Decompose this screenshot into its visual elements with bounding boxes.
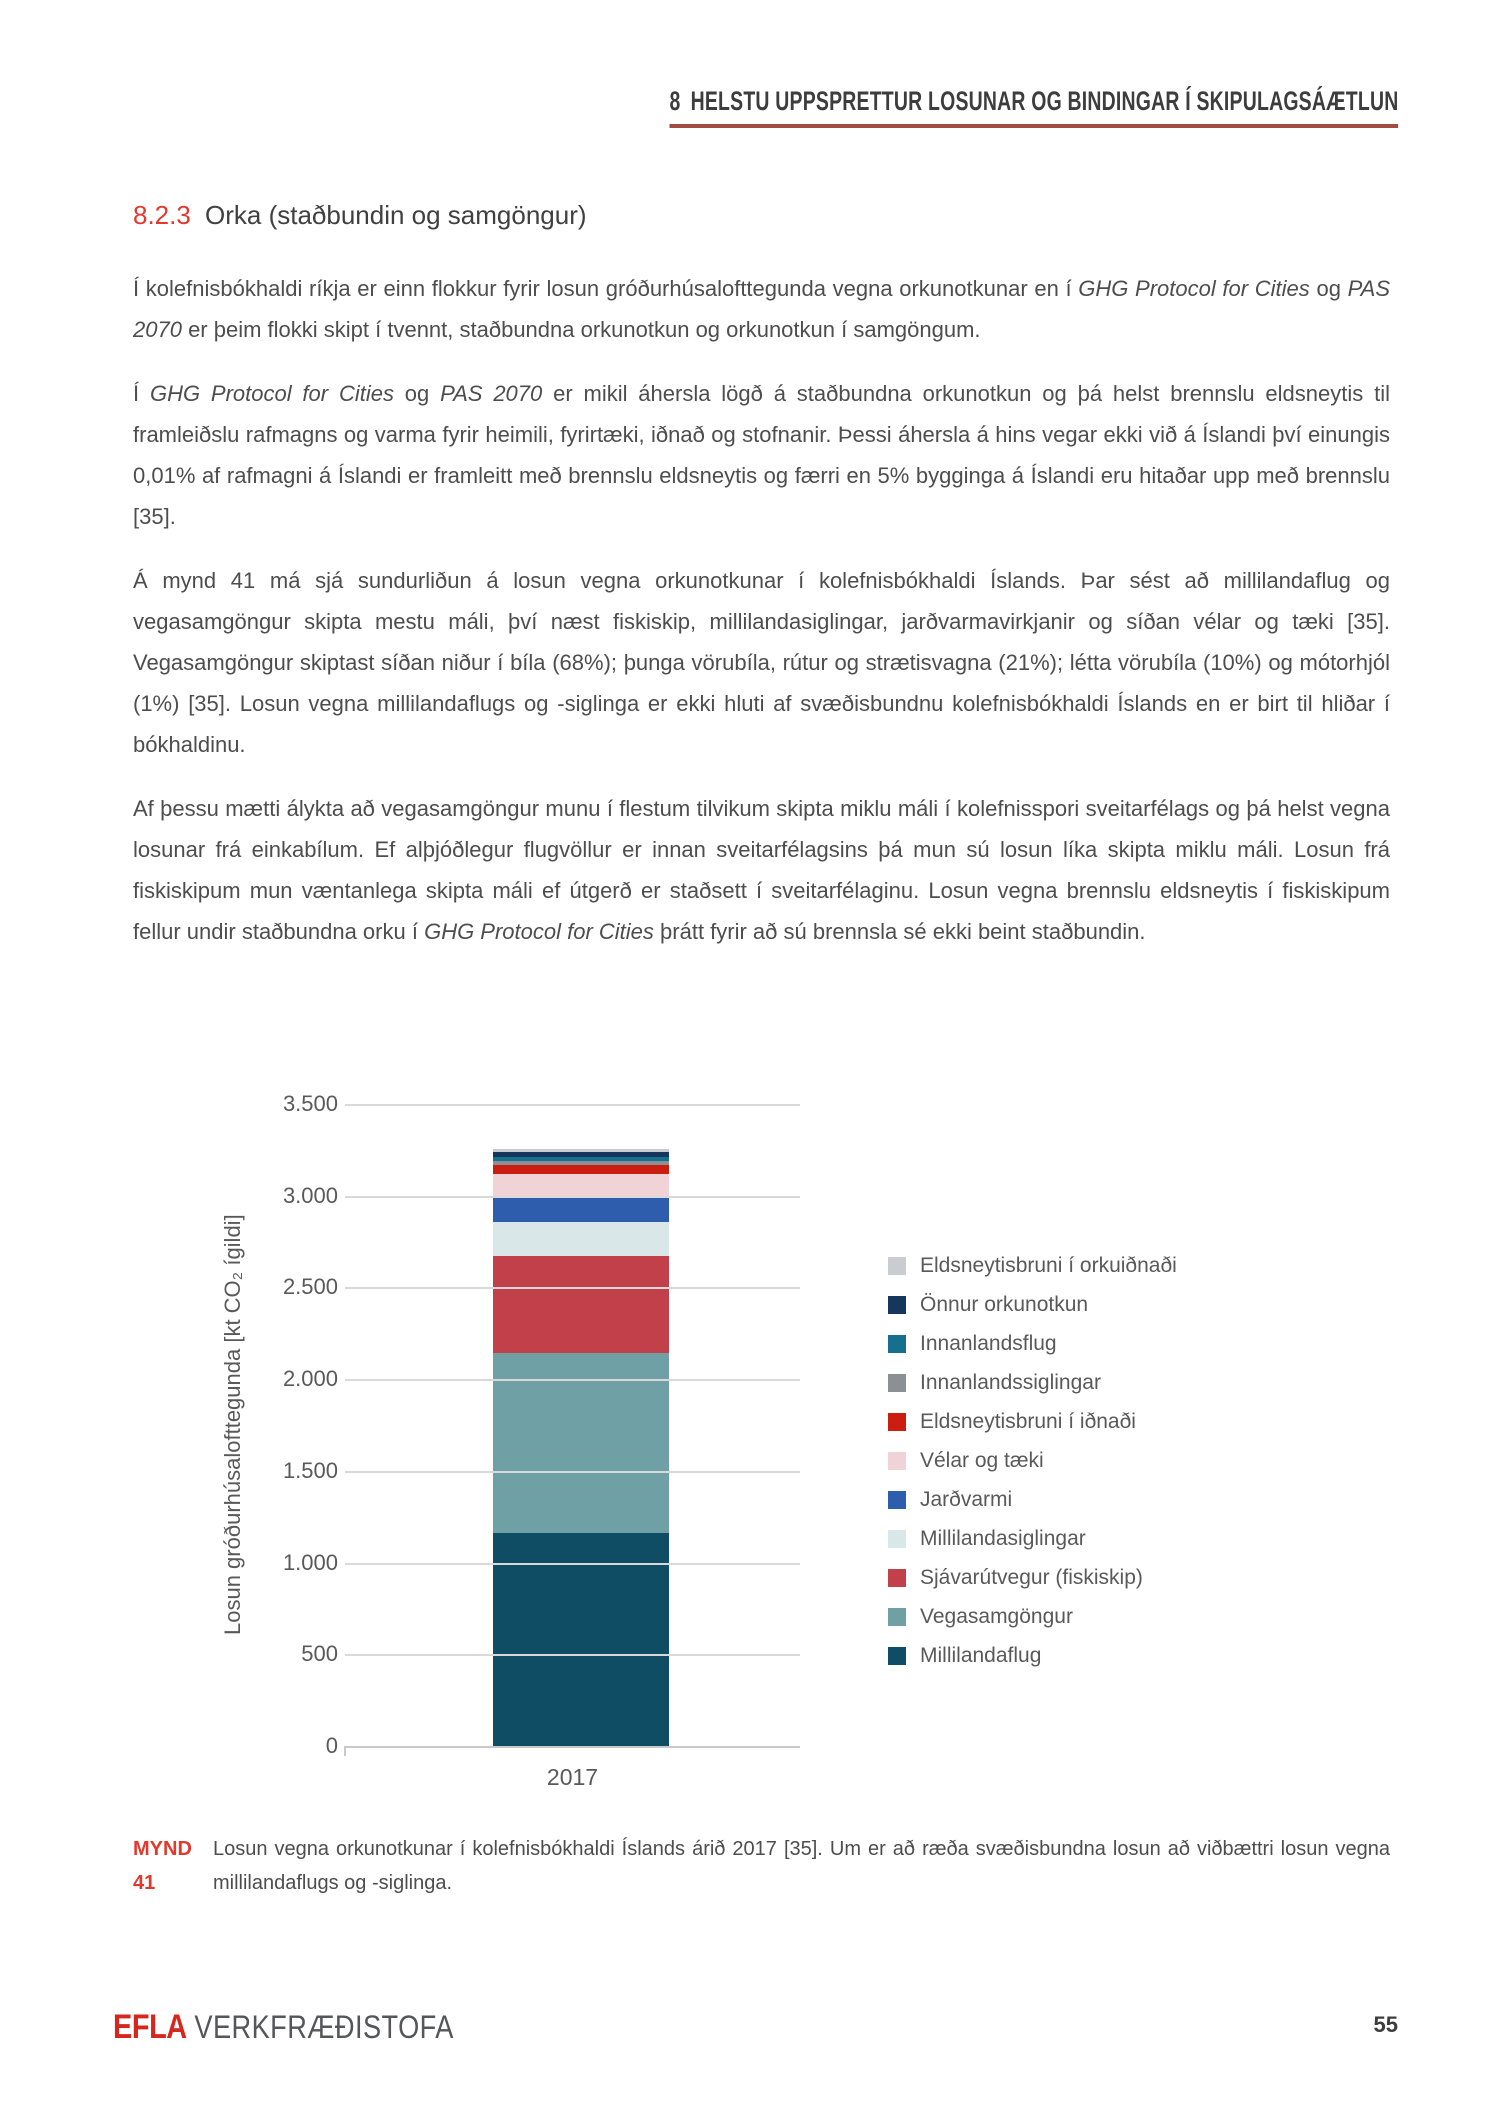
figure-caption — [133, 1832, 1390, 1900]
company-logo — [113, 2008, 454, 2047]
legend-label: Innanlandsflug — [920, 1331, 1057, 1355]
legend-label: Eldsneytisbruni í orkuiðnaði — [920, 1253, 1177, 1277]
logo-efla-text: EFLA — [113, 2008, 187, 2046]
y-tick-label: 500 — [301, 1641, 338, 1667]
legend-item — [888, 1597, 1177, 1636]
legend-label: Millilandaflug — [920, 1643, 1042, 1667]
text-run: þrátt fyrir að sú brennsla sé ekki beint staðbundin. — [653, 919, 1146, 944]
y-tick-label: 2.500 — [282, 1274, 338, 1300]
bar-segment-millilandaflug — [493, 1533, 669, 1746]
legend-label: Vélar og tæki — [920, 1448, 1044, 1472]
text-run: og — [393, 381, 441, 406]
running-header — [386, 86, 1398, 128]
gridline — [345, 1196, 800, 1198]
text-run: Í — [133, 381, 150, 406]
y-tick-label: 0 — [325, 1733, 338, 1758]
bar-segment-millilandasiglingar — [493, 1222, 669, 1256]
y-tick-label: 1.000 — [282, 1549, 338, 1575]
gridline — [345, 1563, 800, 1565]
italic-text-run: GHG Protocol for Cities — [1078, 276, 1310, 301]
text-run: Á mynd 41 má sjá sundurliðun á losun vegna orkunotkunar í kolefnisbókhaldi Íslands. Þar sést að millilandaflug og vegasamgöngur skipta mestu máli, því næst fiskiskip, millilandasiglingar, jarðvarmavirkjanir og síðan vélar og tæki [35]. Vegasamgöngur skiptast síðan niður í bíla (68%); þunga vörubíla, rútur og strætisvagna (21%); létta vörubíla (10%) og mótorhjól (1%) [35]. Losun vegna millilandaflugs og -siglinga er ekki hluti af svæðisbundnu kolefnisbókhaldi Íslands en er birt til hliðar í bókhaldinu. — [133, 568, 1390, 757]
legend-item — [888, 1402, 1177, 1441]
figure-caption-text: Losun vegna orkunotkunar í kolefnisbókhaldi Íslands árið 2017 [35]. Um er að ræða svæðisbundna losun að viðbættri losun vegna millilandaflugs og -siglinga. — [213, 1838, 1390, 1894]
legend-swatch-icon — [888, 1530, 906, 1548]
running-header-text — [669, 86, 1398, 128]
legend-swatch-icon — [888, 1452, 906, 1470]
legend-item — [888, 1363, 1177, 1402]
legend-swatch-icon — [888, 1335, 906, 1353]
section-number: 8.2.3 — [133, 200, 191, 230]
y-axis-title: Losun gróðurhúsalofttegunda [kt CO₂ ígildi] — [220, 1214, 245, 1636]
legend-item — [888, 1324, 1177, 1363]
paragraph-2 — [133, 373, 1390, 537]
legend-item — [888, 1558, 1177, 1597]
italic-text-run: PAS 2070 — [440, 381, 543, 406]
bar-segment-eldsneytisbruni-i-na-i — [493, 1165, 669, 1174]
logo-suffix-text: VERKFRÆÐISTOFA — [194, 2009, 454, 2045]
stacked-bar-2017 — [493, 1149, 669, 1746]
legend-swatch-icon — [888, 1374, 906, 1392]
gridline — [345, 1471, 800, 1473]
legend-item — [888, 1246, 1177, 1285]
y-tick-label: 3.500 — [282, 1091, 338, 1116]
plot-area — [345, 1104, 800, 1748]
text-run: er mikil áhersla lögð á staðbundna orkunotkun og þá helst brennslu eldsneytis til framleiðslu rafmagns og varma fyrir heimili, fyrirtæki, iðnað og stofnanir. Þessi áhersla á hins vegar ekki við á Íslandi því einungis 0,01% af rafmagni á Íslandi er framleitt með brennslu eldsneytis og færri en 5% bygginga á Íslandi eru hitaðar upp með brennslu [35]. — [133, 381, 1390, 529]
emissions-stacked-bar-chart — [0, 1080, 1500, 1825]
legend-label: Eldsneytisbruni í iðnaði — [920, 1409, 1136, 1433]
text-run: Af þessu mætti álykta að vegasamgöngur munu í flestum tilvikum skipta miklu máli í kolefnisspori sveitarfélags og þá helst vegna losunar frá einkabílum. Ef alþjóðlegur flugvöllur er innan sveitarfélagsins þá mun sú losun líka skipta miklu máli. Losun frá fiskiskipum mun væntanlega skipta máli ef útgerð er staðsett í sveitarfélaginu. Losun vegna brennslu eldsneytis í fiskiskipum fellur undir staðbundna orku í — [133, 796, 1390, 944]
text-run: og — [1309, 276, 1348, 301]
y-tick-label: 1.500 — [282, 1457, 338, 1483]
text-run: er þeim flokki skipt í tvennt, staðbundna orkunotkun og orkunotkun í samgöngum. — [181, 317, 981, 342]
paragraph-1 — [133, 268, 1390, 350]
italic-text-run: GHG Protocol for Cities — [149, 381, 394, 406]
legend-label: Millilandasiglingar — [920, 1526, 1086, 1550]
legend-label: Innanlandssiglingar — [920, 1370, 1101, 1394]
legend-label: Vegasamgöngur — [920, 1604, 1073, 1628]
legend-swatch-icon — [888, 1413, 906, 1431]
text-run: Í kolefnisbókhaldi ríkja er einn flokkur fyrir losun gróðurhúsalofttegunda vegna orkunotkunar en í — [133, 276, 1079, 301]
figure-label: MYND 41 — [133, 1838, 192, 1894]
chapter-number: 8 — [669, 86, 681, 116]
paragraph-3 — [133, 560, 1390, 765]
legend-swatch-icon — [888, 1569, 906, 1587]
legend-item — [888, 1480, 1177, 1519]
gridline — [345, 1104, 800, 1106]
gridline — [345, 1654, 800, 1656]
page-number: 55 — [1373, 2012, 1398, 2037]
legend-swatch-icon — [888, 1257, 906, 1275]
legend-item — [888, 1519, 1177, 1558]
legend-swatch-icon — [888, 1491, 906, 1509]
paragraph-4 — [133, 788, 1390, 952]
legend-label: Sjávarútvegur (fiskiskip) — [920, 1565, 1143, 1589]
gridline — [345, 1287, 800, 1289]
y-axis-tick-labels — [240, 1091, 338, 1758]
bar-segment-sj-var-tvegur-fiskiskip- — [493, 1256, 669, 1353]
bar-segment-v-lar-og-t-ki — [493, 1174, 669, 1196]
body-text — [133, 268, 1390, 975]
legend-label: Jarðvarmi — [920, 1487, 1013, 1511]
legend-swatch-icon — [888, 1647, 906, 1665]
y-tick-label: 2.000 — [282, 1366, 338, 1392]
legend-item — [888, 1285, 1177, 1324]
section-heading — [133, 200, 587, 231]
y-tick-label: 3.000 — [282, 1182, 338, 1208]
legend-item — [888, 1441, 1177, 1480]
chart-legend — [888, 1246, 1177, 1675]
italic-text-run: GHG Protocol for Cities — [424, 919, 654, 944]
legend-item — [888, 1636, 1177, 1675]
legend-swatch-icon — [888, 1296, 906, 1314]
legend-swatch-icon — [888, 1608, 906, 1626]
chapter-title: HELSTU UPPSPRETTUR LOSUNAR OG BINDINGAR Í SKIPULAGSÁÆTLUN — [690, 86, 1398, 116]
italic-text-run: PAS 2070 — [133, 276, 1391, 342]
legend-label: Önnur orkunotkun — [920, 1292, 1089, 1316]
bar-segment-jar-varmi — [493, 1196, 669, 1223]
section-title: Orka (staðbundin og samgöngur) — [205, 200, 587, 230]
gridline — [345, 1379, 800, 1381]
x-axis-category-label: 2017 — [546, 1764, 599, 1790]
